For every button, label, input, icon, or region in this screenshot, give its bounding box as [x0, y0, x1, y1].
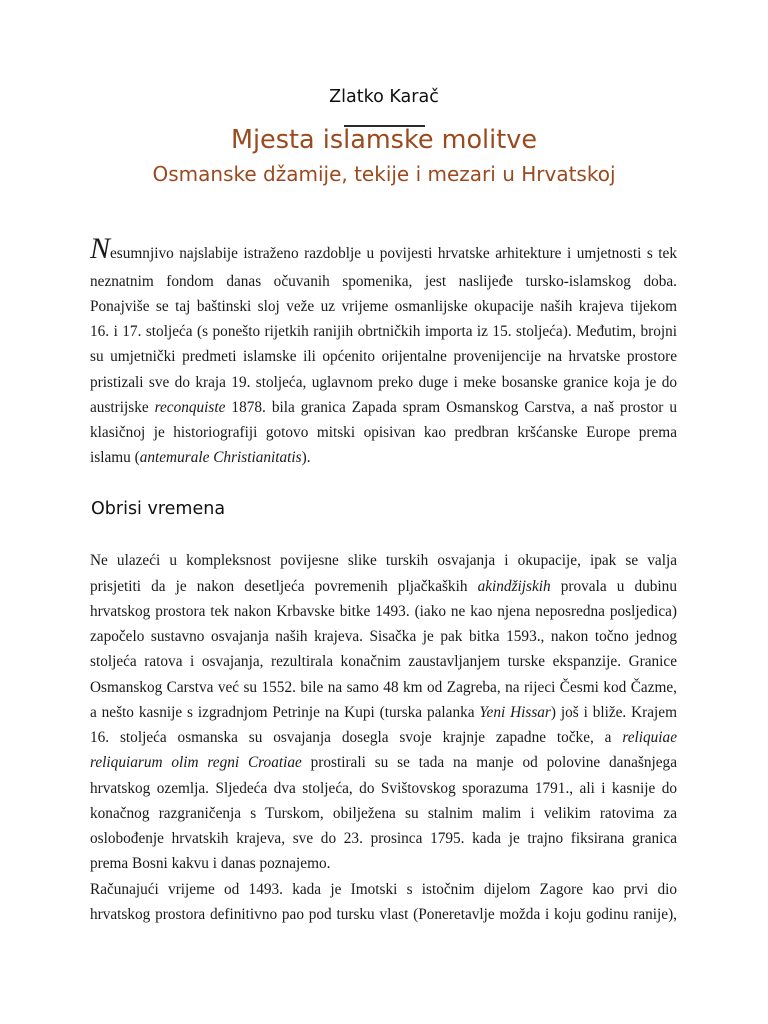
italic-term: reliquiae: [622, 729, 677, 747]
section-heading: Obrisi vremena: [91, 499, 226, 519]
text-run: prostirali su se tada na manje od polovine današnjega: [301, 754, 677, 772]
italic-term: akindžijskih: [477, 577, 551, 595]
document-subtitle: Osmanske džamije, tekije i mezari u Hrvatskoj: [152, 162, 616, 186]
text-line: [90, 574, 677, 599]
text-line: konačnog razgraničenja s Turskom, obilježena su stalnim malim i velikim ratovima za: [90, 804, 677, 822]
text-line: hrvatskog prostora tek nakon Krbavske bitke 1493. (iako ne kao njena neposredna posljedica): [90, 602, 677, 620]
text-run: provala u dubinu: [550, 577, 677, 595]
text-line: [90, 725, 677, 750]
text-line: neznatnim fondom danas očuvanih spomenika, jest naslijeđe tursko-islamskog doba.: [90, 272, 677, 290]
italic-term: Yeni Hissar: [479, 703, 551, 721]
text-line: Ponajviše se taj baštinski sloj veže uz vrijeme osmanlijske okupacije naših krajeva tijekom: [90, 297, 677, 315]
text-line: Ne ulazeći u kompleksnost povijesne slike turskih osvajanja i okupacije, ipak se valja: [90, 552, 677, 570]
italic-term: reliquiarum olim regni Croatiae: [90, 754, 302, 772]
text-line: [90, 750, 677, 775]
text-run: a nešto kasnije s izgradnjom Petrinje na Kupi (turska palanka: [90, 703, 480, 721]
text-line: 16. i 17. stoljeća (s ponešto rijetkih ranijih obrtničkih importa iz 15. stoljeća). Međutim, brojni: [90, 323, 677, 340]
text-run: 16. stoljeća osmanska su osvajanja dosegla svoje krajnje zapadne točke, a: [90, 729, 623, 747]
italic-term: reconquiste: [154, 398, 226, 416]
text-run: prisjetiti da je nakon desetljeća povremenih pljačkaških: [90, 577, 478, 595]
text-line: hrvatskog ozemlja. Sljedeća dva stoljeća, do Svištovskog sporazuma 1791., ali i kasnije do: [90, 779, 677, 797]
text-run: 1878. bila granica Zapada spram Osmanskog Carstva, a naš prostor u: [225, 398, 677, 416]
text-line: Računajući vrijeme od 1493. kada je Imotski s istočnim dijelom Zagore kao prvi dio: [90, 880, 677, 898]
text-line: klasičnoj je historiografiji gotovo mitski opisivan kao predbran kršćanske Europe prema: [90, 424, 677, 441]
body-paragraph: [90, 548, 677, 876]
text-line: hrvatskog prostora definitivno pao pod tursku vlast (Poneretavlje možda i koju godinu ranije),: [90, 905, 677, 923]
body-paragraph: [90, 877, 677, 928]
text-line: prema Bosni kakvu i danas poznajemo.: [90, 855, 331, 873]
text-line: pristizali sve do kraja 19. stoljeća, uglavnom preko duge i meke bosanske granice koja je do: [90, 373, 677, 391]
text-run: ) još i bliže. Krajem: [550, 703, 677, 721]
text-line: [90, 445, 677, 470]
text-line: započelo sustavno osvajanja naših krajeva. Sisačka je pak bitka 1593., nakon točno jednog: [90, 628, 677, 646]
drop-cap-initial: N: [90, 231, 111, 265]
italic-term: antemurale Christianitatis: [139, 449, 302, 467]
intro-paragraph: [90, 231, 677, 471]
text-line: [90, 231, 677, 269]
text-line: su umjetnički predmeti islamske ili općenito orijentalne provenijencije na hrvatske prostore: [90, 348, 677, 366]
document-title: Mjesta islamske molitve: [230, 125, 538, 155]
text-line: [90, 395, 677, 420]
text-line: stoljeća ratova i osvajanja, rezultirala konačnim zaustavljanjem turske ekspanzije. Granice: [90, 653, 677, 671]
section-body: [90, 548, 677, 927]
text-line: [90, 700, 677, 725]
text-run: ).: [301, 449, 311, 467]
text-run: austrijske: [90, 398, 155, 416]
author-name: Zlatko Karač: [329, 87, 439, 107]
text-run: esumnjivo najslabije istraženo razdoblje u povijesti hrvatske arhitekture i umjetnosti s tek: [110, 244, 677, 262]
text-line: Osmanskog Carstva već su 1552. bile na samo 48 km od Zagreba, na rijeci Česmi kod Čazme,: [90, 678, 677, 696]
text-run: islamu (: [90, 449, 140, 467]
text-line: oslobođenje hrvatskih krajeva, sve do 23. prosinca 1795. kada je trajno fiksirana granica: [90, 830, 677, 848]
